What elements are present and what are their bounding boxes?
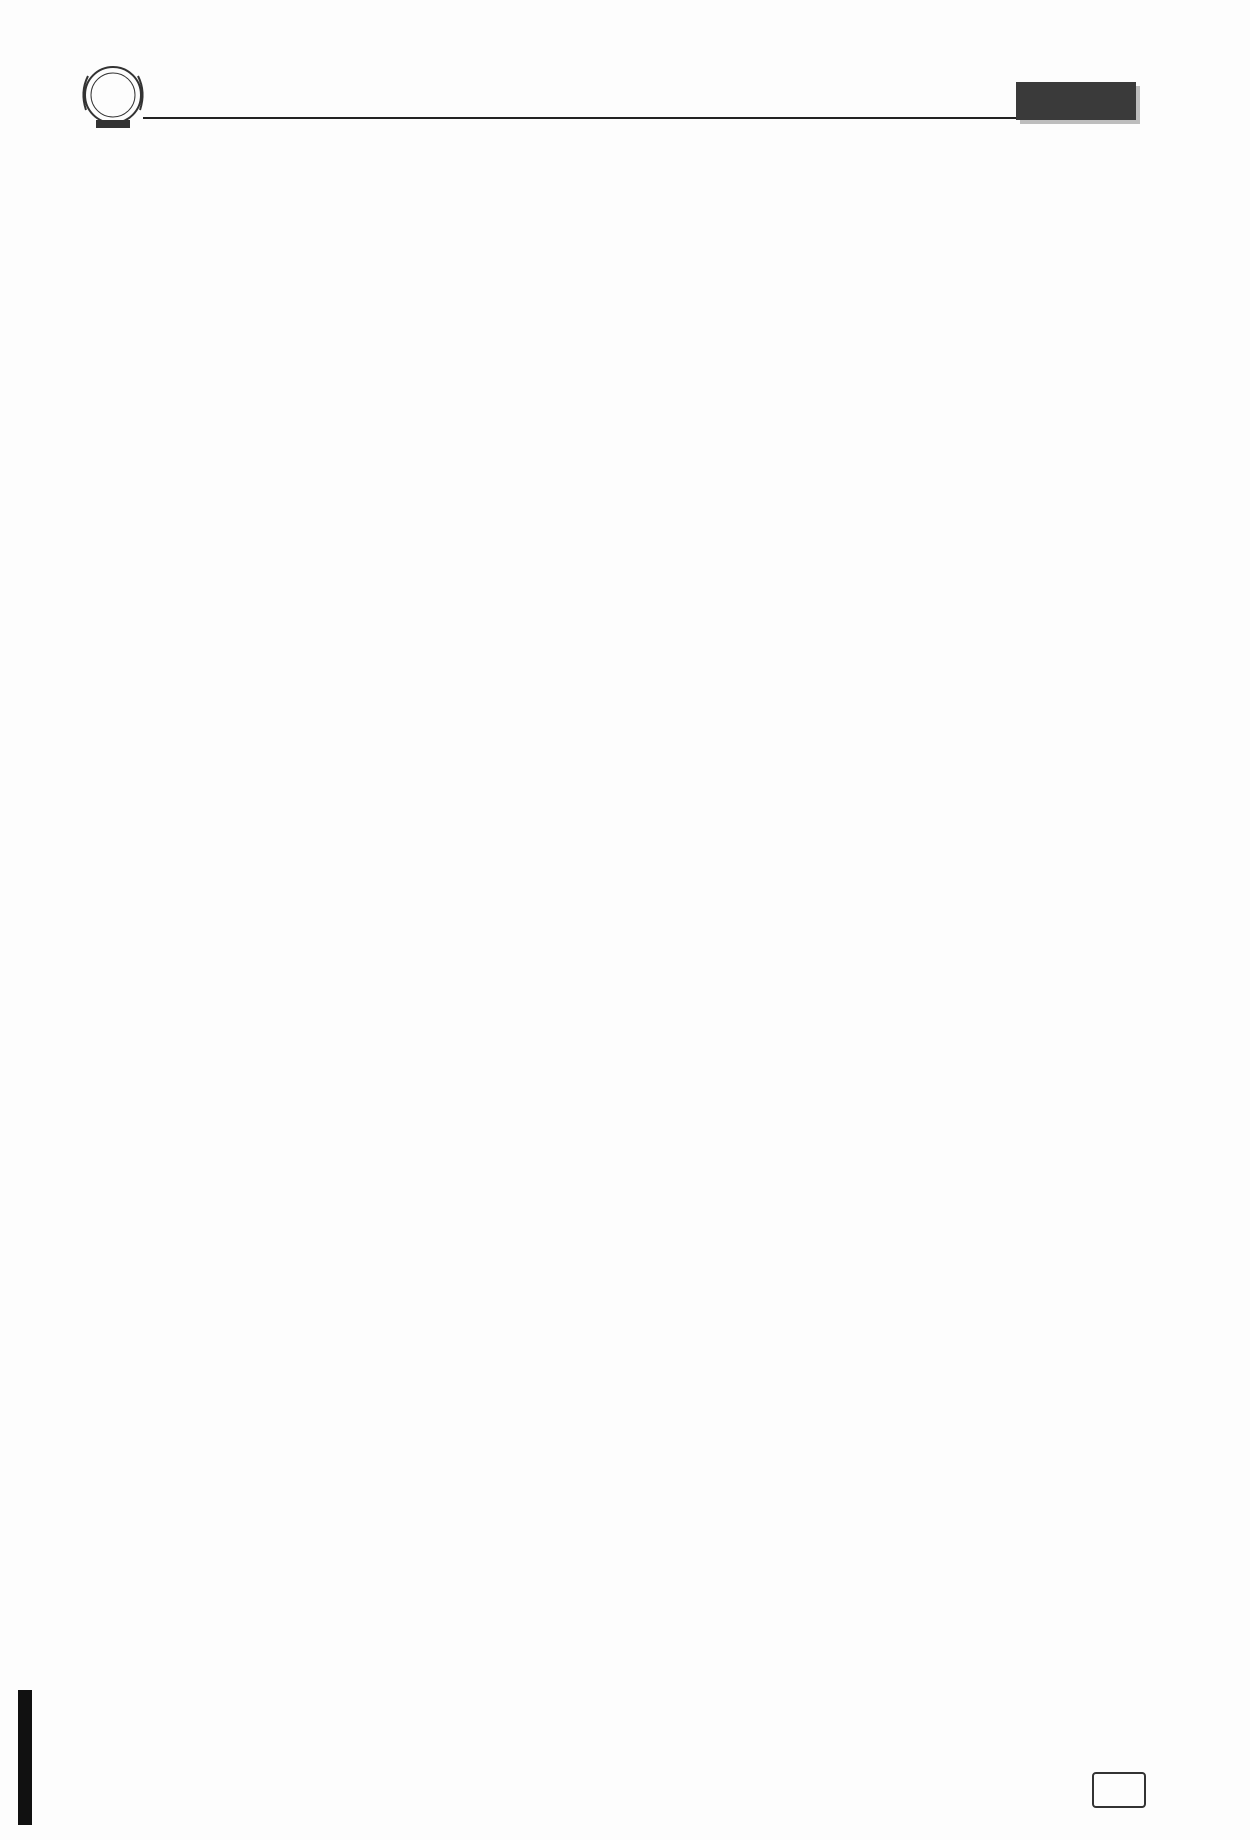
header-tag — [1016, 82, 1136, 120]
publisher-logo — [76, 62, 150, 132]
page-number — [1092, 1772, 1146, 1808]
page-edge-shadow — [18, 1690, 32, 1825]
header-rule — [143, 117, 1021, 119]
